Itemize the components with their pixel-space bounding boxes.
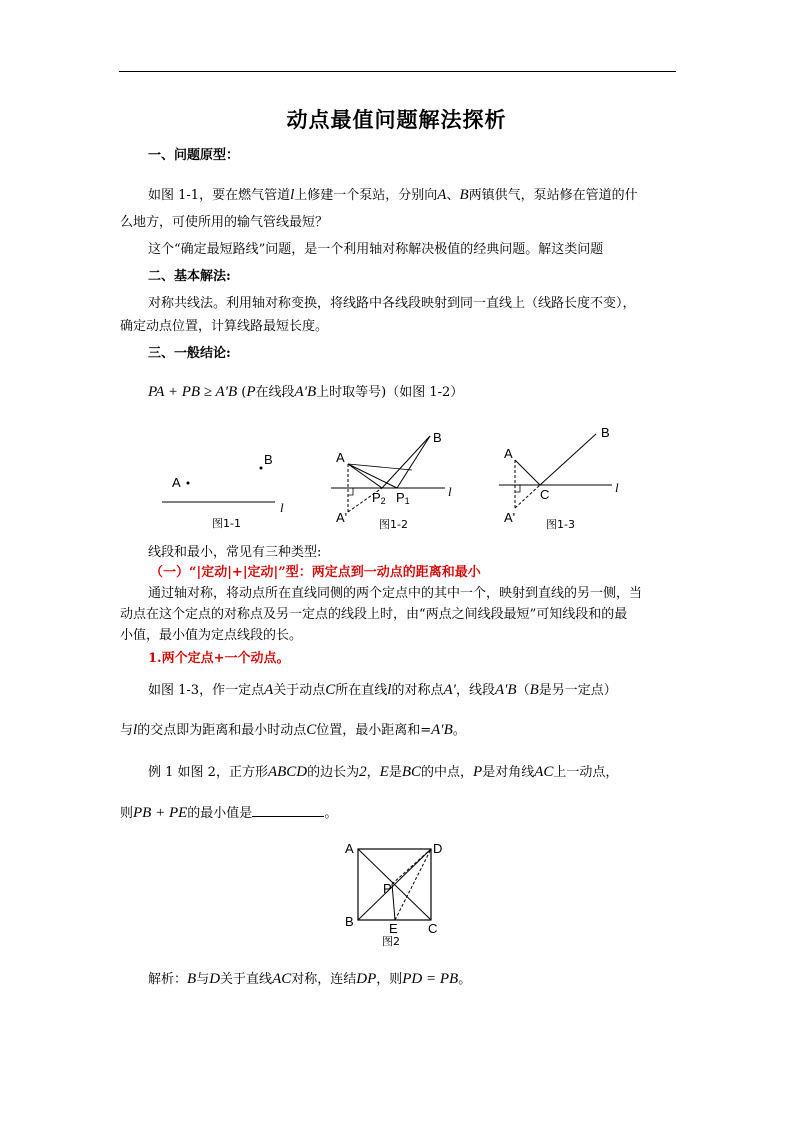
section-3-heading: 三、一般结论: [148, 346, 231, 361]
text: 的中点， [421, 765, 474, 780]
label-C: C [428, 921, 438, 936]
math-P: P [473, 764, 483, 780]
math-ApB: A′B [431, 722, 453, 738]
text: 的边长为 [307, 765, 360, 780]
label-D: D [433, 841, 443, 856]
math-two: 2 [359, 764, 367, 780]
math-AC: AC [272, 971, 292, 987]
label-A-prime: A' [504, 510, 516, 525]
text: 。 [458, 972, 472, 987]
text: 关于动点 [273, 683, 326, 698]
math-AC: AC [534, 764, 554, 780]
math-inequality: PA + PB ≥ A′B [148, 384, 238, 400]
section-1-paragraph-1 [148, 186, 638, 205]
label-P: P [372, 490, 381, 505]
text: 上修建一个泵站，分别向 [294, 188, 438, 203]
caption-1-1: 图1-1 [212, 517, 241, 530]
right-angle [348, 488, 353, 495]
label-l: l [448, 484, 452, 499]
label-B: B [601, 425, 610, 440]
text: 的交点即为距离和最小时动点 [137, 723, 307, 738]
seg-P2-B [382, 436, 430, 488]
subscript: 1 [404, 496, 410, 506]
text: 在线段 [255, 385, 295, 400]
seg-Ap-C [515, 485, 540, 508]
math-l: l [133, 722, 138, 738]
section-1-heading: 一、问题原型： [148, 148, 240, 163]
seg-ED [395, 849, 431, 920]
text: 则 [120, 806, 134, 821]
label-B: B [345, 914, 354, 929]
figure-1-group [150, 420, 650, 535]
label-E: E [389, 921, 398, 936]
right-angle [515, 485, 520, 492]
point-B [260, 467, 263, 470]
math-B: B [529, 682, 539, 698]
text: 与 [196, 972, 210, 987]
math-ABCD: ABCD [267, 764, 308, 780]
math-A: A [437, 187, 447, 203]
text: 所在直线 [335, 683, 388, 698]
type-1-heading: （一）“|定动|+|定动|”型：两定点到一动点的距离和最小 [150, 565, 481, 580]
math-D: D [209, 971, 221, 987]
header-rule [119, 71, 676, 72]
text: 例 1 如图 2，正方形 [148, 765, 268, 780]
caption-1-3: 图1-3 [546, 518, 575, 531]
label-A: A [504, 446, 513, 461]
seg-EP [392, 884, 395, 920]
text: 。 [324, 806, 338, 821]
label-l: l [280, 500, 284, 515]
text: 。 [452, 723, 466, 738]
text: 与 [120, 723, 134, 738]
types-intro: 线段和最小，常见有三种类型: [148, 545, 322, 560]
section-2-paragraph-1: 对称共线法。利用轴对称变换，将线路中各线段映射到同一直线上（线路长度不变）， [148, 296, 636, 311]
seg-A-C [515, 460, 540, 485]
text: 是另一定点） [538, 683, 617, 698]
solution-line [148, 970, 471, 989]
text: 上一动点， [553, 765, 619, 780]
text: 的对称点 [391, 683, 444, 698]
label-C: C [540, 487, 550, 502]
math-l: l [290, 187, 295, 203]
label-P: P [396, 490, 405, 505]
answer-blank [252, 804, 324, 817]
text: 上时取等号)（如图 1-2） [316, 385, 464, 400]
subsection-1-heading: 1.两个定点+一个动点。 [148, 651, 290, 666]
figure-1-2 [331, 430, 452, 531]
figure-1-1 [162, 452, 284, 530]
text: 的最小值是 [187, 806, 253, 821]
math-BC: BC [401, 764, 422, 780]
example-line-1 [148, 763, 618, 782]
seg-C-B [540, 434, 596, 485]
caption-1-2: 图1-2 [379, 518, 408, 531]
math-B: B [459, 187, 469, 203]
example-line-2 [120, 804, 337, 823]
type-1-desc-1: 通过轴对称，将动点所在直线同侧的两个定点中的其中一个，映射到直线的另一侧，当 [148, 586, 643, 601]
figure-1-3 [499, 425, 619, 531]
type-1-desc-2: 动点在这个定点的对称点及另一定点的线段上时，由“两点之间线段最短”可知线段和的最 [120, 607, 628, 622]
section-1-paragraph-1-cont: 么地方，可使所用的输气管线最短？ [120, 215, 329, 230]
text: ， [366, 765, 380, 780]
math-AB: A′B [294, 384, 317, 400]
point-A [187, 482, 190, 485]
math-l: l [387, 682, 392, 698]
label-l: l [615, 480, 619, 495]
label-A: A [345, 841, 354, 856]
caption-figure-2: 图2 [382, 935, 400, 948]
section-2-heading: 二、基本解法: [148, 269, 231, 284]
subscript: 2 [380, 496, 386, 506]
math-C: C [306, 722, 317, 738]
text: （ [516, 683, 530, 698]
text: 、 [446, 188, 460, 203]
figure-2 [340, 838, 450, 950]
fig13-paragraph-line-1 [148, 681, 617, 700]
label-A: A [172, 475, 181, 490]
text: ，则 [376, 972, 403, 987]
conclusion-formula [148, 383, 463, 402]
text: 关于直线 [220, 972, 273, 987]
text: 如图 1-3，作一定点 [148, 683, 265, 698]
math-A: A [264, 682, 274, 698]
label-P1 [396, 490, 410, 506]
seg-P1-B [397, 436, 430, 488]
math-expression: PB + PE [133, 805, 188, 821]
text: 两镇供气，泵站修在管道的什 [468, 188, 638, 203]
page-title: 动点最值问题解法探析 [286, 107, 507, 132]
text: 对称，连结 [291, 972, 357, 987]
math-E: E [379, 764, 389, 780]
seg-A-P2 [348, 464, 382, 488]
text: ，线段 [455, 683, 495, 698]
text: 如图 1-1，要在燃气管道 [148, 188, 291, 203]
text: ( [241, 385, 247, 400]
label-P: P [383, 881, 392, 896]
math-equation: PD = PB [402, 971, 459, 987]
math-B: B [187, 971, 197, 987]
section-2-paragraph-2: 确定动点位置，计算线路最短长度。 [120, 319, 329, 334]
fig13-paragraph-line-2 [120, 721, 466, 740]
label-B: B [433, 430, 442, 445]
math-ApB: A′B [494, 682, 517, 698]
text: 位置，最小距离和= [316, 723, 432, 738]
label-A-prime: A' [336, 510, 348, 525]
math-A-prime: A′ [443, 682, 456, 698]
label-B: B [264, 452, 273, 467]
math-DP: DP [356, 971, 377, 987]
label-P2 [372, 490, 386, 506]
text: 是 [388, 765, 402, 780]
text: 解析： [148, 972, 188, 987]
math-P: P [246, 384, 256, 400]
label-A: A [336, 450, 345, 465]
type-1-desc-3: 小值，最小值为定点线段的长。 [120, 628, 303, 643]
text: 是对角线 [482, 765, 535, 780]
math-C: C [325, 682, 336, 698]
section-1-paragraph-2: 这个“确定最短路线”问题，是一个利用轴对称解决极值的经典问题。解这类问题 [148, 242, 604, 257]
